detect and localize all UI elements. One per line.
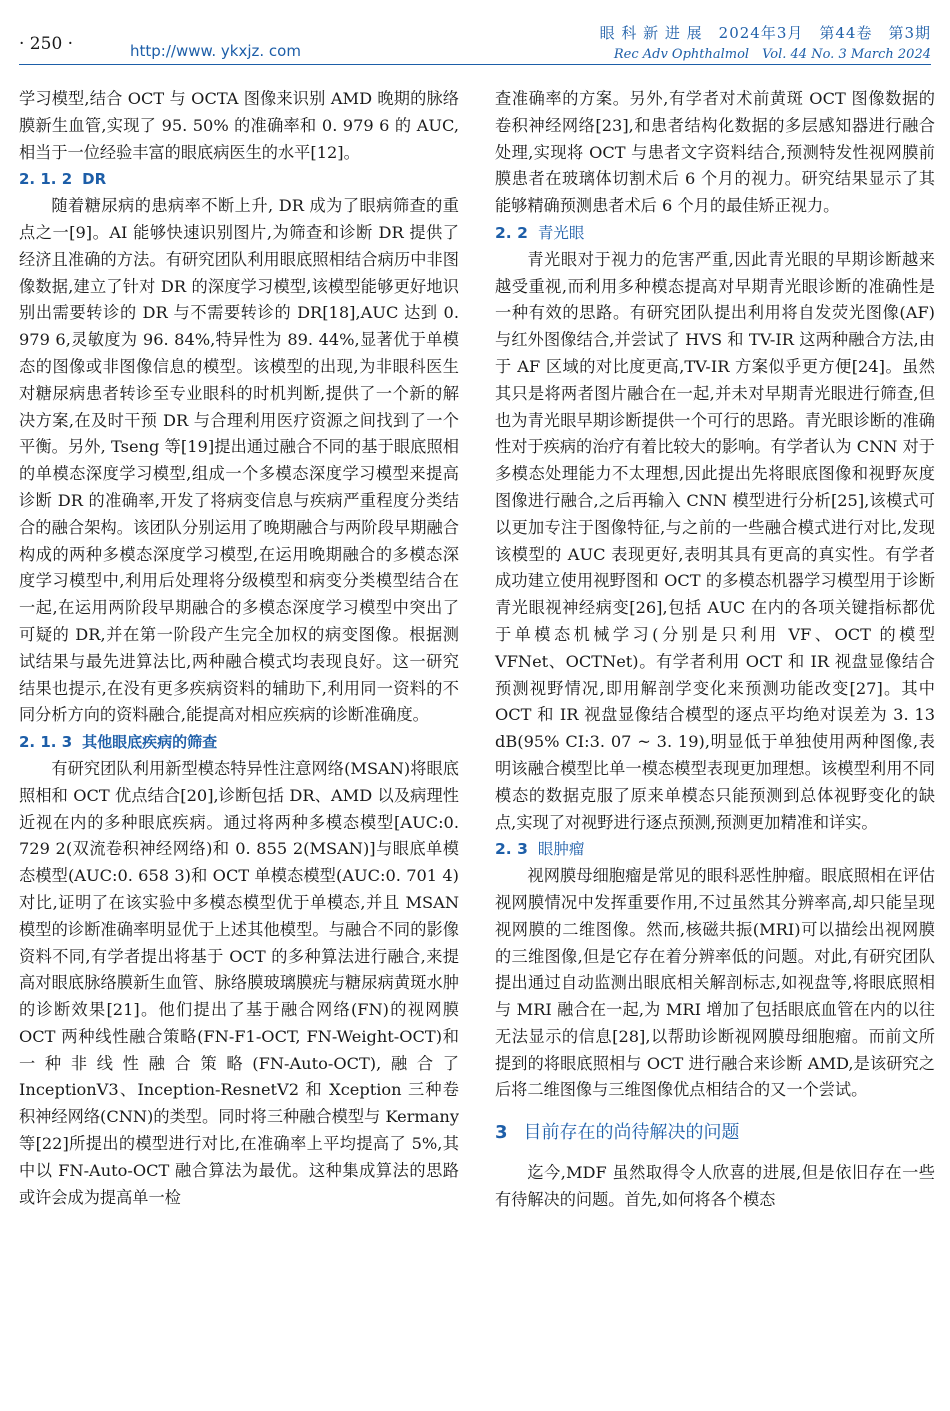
section-number: 2. 2: [495, 223, 528, 242]
paragraph: 查准确率的方案。另外,有学者对术前黄斑 OCT 图像数据的卷积神经网络[23],和患者结构化数据的多层感知器进行融合处理,实现将 OCT 与患者文字资料结合,预测特发性视网膜前膜患者在玻璃体切割术后 6 个月的视力。研究结果显示了其能够精确预测患者术后 6 个月的最佳矫正视力。: [495, 89, 935, 216]
left-column: [19, 86, 459, 1211]
section-number: 2. 3: [495, 840, 528, 859]
right-column: [495, 86, 935, 1214]
section-heading-2-1-3: [19, 729, 459, 756]
section-heading-2-3: [495, 836, 935, 863]
paragraph: 随着糖尿病的患病率不断上升, DR 成为了眼病筛查的重点之一[9]。AI 能够快速识别图片,为筛查和诊断 DR 提供了经济且准确的方法。有研究团队利用眼底照相结合病历中非图像数据,建立了针对 DR 的深度学习模型,该模型能够更好地识别出需要转诊的 DR 与不需要转诊的 DR[18],AUC 达到 0. 979 6,灵敏度为 96. 84%,特异性为 89. 44%,显著优于单模态的图像或非图像信息的模型。该模型的出现,为非眼科医生对糖尿病患者转诊至专业眼科的时机判断,提供了一个新的解决方案,在及时干预 DR 与合理利用医疗资源之间找到了一个平衡。另外, Tseng 等[19]提出通过融合不同的基于眼底照相的单模态深度学习模型,组成一个多模态深度学习模型来提高诊断 DR 的准确率,开发了将病变信息与疾病严重程度分类结合的融合架构。该团队分别运用了晚期融合与两阶段早期融合构成的两种多模态深度学习模型,在运用晚期融合的多模态深度学习模型中,利用后处理将分级模型和病变分类模型结合在一起,在运用两阶段早期融合的多模态深度学习模型中突出了可疑的 DR,并在第一阶段产生完全加权的病变图像。根据测试结果与最先进算法比,两种融合模式均表现良好。这一研究结果也提示,在没有更多疾病资料的辅助下,利用同一资料的不同分析方向的资料融合,能提高对相应疾病的诊断准确度。: [19, 196, 459, 725]
section-heading-2-1-2: [19, 166, 459, 193]
section-number: 2. 1. 2: [19, 170, 73, 189]
journal-url[interactable]: http://www. ykxjz. com: [130, 42, 301, 60]
paragraph: 青光眼对于视力的危害严重,因此青光眼的早期诊断越来越受重视,而利用多种模态提高对早期青光眼诊断的准确性是一种有效的思路。有研究团队提出利用将自发荧光图像(AF)与红外图像结合,并尝试了 HVS 和 TV-IR 这两种融合方法,由于 AF 区域的对比度更高,TV-IR 方案似乎更方便[24]。虽然其只是将两者图片融合在一起,并未对早期青光眼进行筛查,但也为青光眼早期诊断提供一个可行的思路。青光眼诊断的准确性对于疾病的治疗有着比较大的影响。有学者认为 CNN 对于多模态处理能力不太理想,因此提出先将眼底图像和视野灰度图像进行融合,之后再输入 CNN 模型进行分析[25],该模式可以更加专注于图像特征,与之前的一些融合模式进行对比,发现该模型的 AUC 表现更好,表明其具有更高的真实性。有学者成功建立使用视野图和 OCT 的多模态机器学习模型用于诊断青光眼视神经病变[26],包括 AUC 在内的各项关键指标都优于单模态机械学习(分别是只利用 VF、OCT 的模型 VFNet、OCTNet)。有学者利用 OCT 和 IR 视盘显像结合预测视野情况,即用解剖学变化来预测功能改变[27]。其中 OCT 和 IR 视盘显像结合模型的逐点平均绝对误差为 3. 13 dB(95% CI:3. 07 ~ 3. 19),明显低于单独使用两种图像,表明该融合模型比单一模态模型表现更加理想。该模型利用不同模态的数据克服了原来单模态只能预测到总体视野变化的缺点,实现了对视野进行逐点预测,预测更加精准和详实。: [495, 249, 935, 832]
paragraph: 有研究团队利用新型模态特异性注意网络(MSAN)将眼底照相和 OCT 优点结合[20],诊断包括 DR、AMD 以及病理性近视在内的多种眼底疾病。通过将两种多模态模型[AUC:0. 729 2(双流卷积神经网络)和 0. 855 2(MSAN)]与眼底单模态模型(AUC:0. 658 3)和 OCT 单模态模型(AUC:0. 701 4)对比,证明了在该实验中多模态模型优于单模态,并且 MSAN 模型的诊断准确率明显优于上述其他模型。与融合不同的影像资料不同,有学者提出将基于 OCT 的多种算法进行融合,来提高对眼底脉络膜新生血管、脉络膜玻璃膜疣与糖尿病黄斑水肿的诊断效果[21]。他们提出了基于融合网络(FN)的视网膜 OCT 两种线性融合策略(FN-F1-OCT, FN-Weight-OCT)和一种非线性融合策略(FN-Auto-OCT),融合了 InceptionV3、Inception-ResnetV2 和 Xception 三种卷积神经网络(CNN)的类型。同时将三种融合模型与 Kermany 等[22]所提出的模型进行对比,在准确率上平均提高了 5%,其中以 FN-Auto-OCT 融合算法为最优。这种集成算法的思路或许会成为提高单一检: [19, 758, 459, 1207]
section-title: DR: [82, 170, 107, 189]
section-number: 3: [495, 1122, 508, 1144]
section-heading-2-2: [495, 220, 935, 247]
journal-title-cn: 眼 科 新 进 展 2024年3月 第44卷 第3期: [599, 24, 931, 42]
section-title: 青光眼: [537, 223, 585, 242]
paragraph: 学习模型,结合 OCT 与 OCTA 图像来识别 AMD 晚期的脉络膜新生血管,实现了 95. 50% 的准确率和 0. 979 6 的 AUC,相当于一位经验丰富的眼底病医生的水平[12]。: [19, 89, 459, 162]
section-number: 2. 1. 3: [19, 733, 73, 752]
paragraph: 迄今,MDF 虽然取得令人欣喜的进展,但是依旧存在一些有待解决的问题。首先,如何将各个模态: [495, 1163, 935, 1210]
section-title: 其他眼底疾病的筛查: [82, 733, 218, 752]
section-title: 眼肿瘤: [537, 840, 585, 859]
page-number: · 250 ·: [19, 34, 74, 54]
section-title: 目前存在的尚待解决的问题: [523, 1122, 740, 1144]
header-rule: [19, 64, 931, 65]
journal-title-en: Rec Adv Ophthalmol Vol. 44 No. 3 March 2024: [613, 47, 931, 62]
paragraph: 视网膜母细胞瘤是常见的眼科恶性肿瘤。眼底照相在评估视网膜情况中发挥重要作用,不过虽然其分辨率高,却只能呈现视网膜的二维图像。然而,核磁共振(MRI)可以描绘出视网膜的三维图像,但是它存在着分辨率低的问题。对此,有研究团队提出通过自动监测出眼底相关解剖标志,如视盘等,将眼底照相与 MRI 融合在一起,为 MRI 增加了包括眼底血管在内的以往无法显示的信息[28],以帮助诊断视网膜母细胞瘤。而前文所提到的将眼底照相与 OCT 进行融合来诊断 AMD,是该研究之后将二维图像与三维图像优点相结合的又一个尝试。: [495, 866, 935, 1100]
page-header: [0, 0, 950, 64]
section-heading-3: [495, 1118, 935, 1148]
